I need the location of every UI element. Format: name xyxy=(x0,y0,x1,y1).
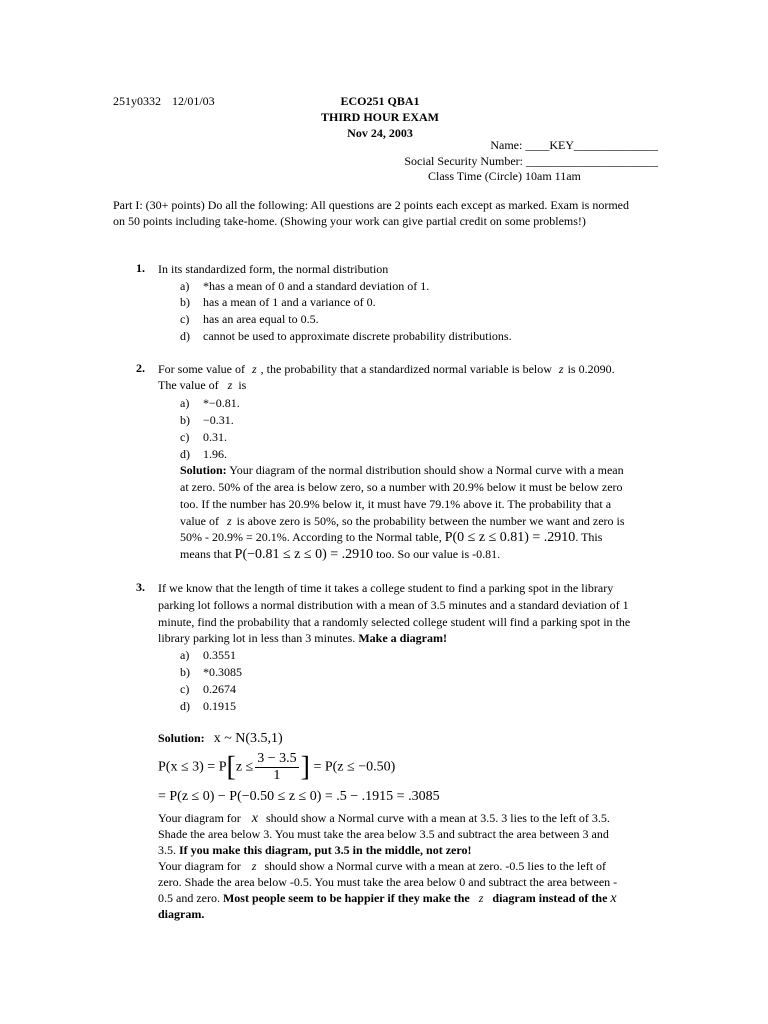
z-variable: z xyxy=(251,859,257,873)
option-letter: c) xyxy=(180,312,190,326)
option-letter: a) xyxy=(180,648,190,662)
formula-equation-2: = P(z ≤ 0) − P(−0.50 ≤ z ≤ 0) = .5 − .1915 = .3085 xyxy=(158,789,440,804)
x-variable: x xyxy=(251,811,258,826)
question-3-line-2: parking lot follows a normal distribution with a mean of 3.5 minutes and a standard deviation of 1 xyxy=(158,598,629,612)
option-letter: a) xyxy=(180,396,190,410)
file-id: 251y0332 xyxy=(113,94,161,108)
solution-2-line-2: at zero. 50% of the area is below zero, so a number with 20.9% below it must be below zero xyxy=(180,480,623,494)
formula-prob-0-081: P(0 ≤ z ≤ 0.81) = .2910 xyxy=(444,530,576,545)
option-letter: d) xyxy=(180,447,190,461)
solution-3-para-2-line-4: diagram. xyxy=(158,907,205,921)
question-2-stem-2: The value of z is xyxy=(158,378,247,392)
class-time: Class Time (Circle) 10am 11am xyxy=(428,169,581,183)
name-field: Name: ____KEY______________ xyxy=(490,138,658,152)
z-variable: z xyxy=(558,362,564,376)
solution-3-para-1-line-1: Your diagram for x should show a Normal curve with a mean at 3.5. 3 lies to the left of 3.5. xyxy=(158,811,610,826)
question-3-line-4: library parking lot in less than 3 minutes. Make a diagram! xyxy=(158,631,447,645)
solution-3-para-2-line-2: zero. Shade the area below -0.5. You must take the area below 0 and subtract the area between - xyxy=(158,875,618,889)
solution-3-para-2-line-1: Your diagram for z should show a Normal curve with a mean at zero. -0.5 lies to the left of xyxy=(158,859,607,873)
z-variable: z xyxy=(226,514,232,528)
solution-2-line-4: value of z is above zero is 50%, so the probability between the number we want and zero is xyxy=(180,514,625,528)
intro-line-1: Part I: (30+ points) Do all the following: All questions are 2 points each except as marked. Exam is normed xyxy=(113,198,629,212)
z-variable: z xyxy=(478,891,484,905)
option-text: 0.1915 xyxy=(203,699,236,713)
option-text: −0.31. xyxy=(203,413,234,427)
solution-3-label: Solution: x ~ N(3.5,1) xyxy=(158,731,283,746)
fraction: $\frac{3 - 3.5}{1}$ xyxy=(257,751,297,783)
option-letter: d) xyxy=(180,699,190,713)
exam-date: Nov 24, 2003 xyxy=(347,126,413,140)
question-number-1: 1. xyxy=(136,261,145,275)
question-number-2: 2. xyxy=(136,361,145,375)
left-bracket: [ xyxy=(226,751,236,783)
option-text: *0.3085 xyxy=(203,665,242,679)
question-2-stem: For some value of z , the probability that a standardized normal variable is below z is 0.2090. xyxy=(158,362,615,376)
file-date: 12/01/03 xyxy=(172,94,215,108)
question-1-stem: In its standardized form, the normal distribution xyxy=(158,262,389,276)
question-3-line-3: minute, find the probability that a randomly selected college student will find a parking spot in the xyxy=(158,615,631,629)
exam-title: THIRD HOUR EXAM xyxy=(320,110,439,124)
solution-2-line-5: 50% - 20.9% = 20.1%. According to the Normal table, P(0 ≤ z ≤ 0.81) = .2910. This xyxy=(180,530,603,545)
formula-prob-neg081-0: P(−0.81 ≤ z ≤ 0) = .2910 xyxy=(234,547,374,562)
option-letter: c) xyxy=(180,682,190,696)
question-number-3: 3. xyxy=(136,580,145,594)
option-text: 0.3551 xyxy=(203,648,236,662)
option-letter: d) xyxy=(180,329,190,343)
formula-equation-1: P(x ≤ 3) = P[z ≤ $\frac{3 - 3.5}{1}$ ] = P(z ≤ −0.50) xyxy=(158,751,396,783)
question-3-line-1: If we know that the length of time it takes a college student to find a parking spot in the library xyxy=(158,581,614,595)
solution-3-para-1-line-2: Shade the area below 3. You must take the area below 3.5 and subtract the area between 3 and xyxy=(158,827,609,841)
course-title: ECO251 QBA1 xyxy=(340,94,420,108)
x-variable: x xyxy=(610,891,617,906)
solution-2-line-1: Solution: Your diagram of the normal distribution should show a Normal curve with a mean xyxy=(180,463,624,477)
intro-line-2: on 50 points including take-home. (Showing your work can give partial credit on some problems!) xyxy=(113,214,586,228)
option-letter: c) xyxy=(180,430,190,444)
option-letter: a) xyxy=(180,279,190,293)
option-text: 1.96. xyxy=(203,447,227,461)
solution-3-para-1-line-3: 3.5. If you make this diagram, put 3.5 in the middle, not zero! xyxy=(158,843,472,857)
z-variable: z xyxy=(251,362,257,376)
z-variable: z xyxy=(227,378,233,392)
option-text: has a mean of 1 and a variance of 0. xyxy=(203,295,376,309)
option-text: 0.31. xyxy=(203,430,227,444)
option-letter: b) xyxy=(180,665,190,679)
right-bracket: ] xyxy=(300,751,310,783)
solution-3-para-2-line-3: 0.5 and zero. Most people seem to be happier if they make the z diagram instead of the x xyxy=(158,891,617,906)
option-text: 0.2674 xyxy=(203,682,236,696)
option-text: *has a mean of 0 and a standard deviation of 1. xyxy=(203,279,430,293)
formula-distribution: x ~ N(3.5,1) xyxy=(213,731,283,746)
option-text: *−0.81. xyxy=(203,396,240,410)
option-text: cannot be used to approximate discrete probability distributions. xyxy=(203,329,512,343)
option-letter: b) xyxy=(180,413,190,427)
ssn-field: Social Security Number: ______________________ xyxy=(404,154,658,168)
solution-2-line-3: too. If the number has 20.9% below it, it must have 79.1% above it. The probability that a xyxy=(180,497,612,511)
option-text: has an area equal to 0.5. xyxy=(203,312,319,326)
option-letter: b) xyxy=(180,295,190,309)
solution-2-line-6: means that P(−0.81 ≤ z ≤ 0) = .2910 too. So our value is -0.81. xyxy=(180,547,501,562)
